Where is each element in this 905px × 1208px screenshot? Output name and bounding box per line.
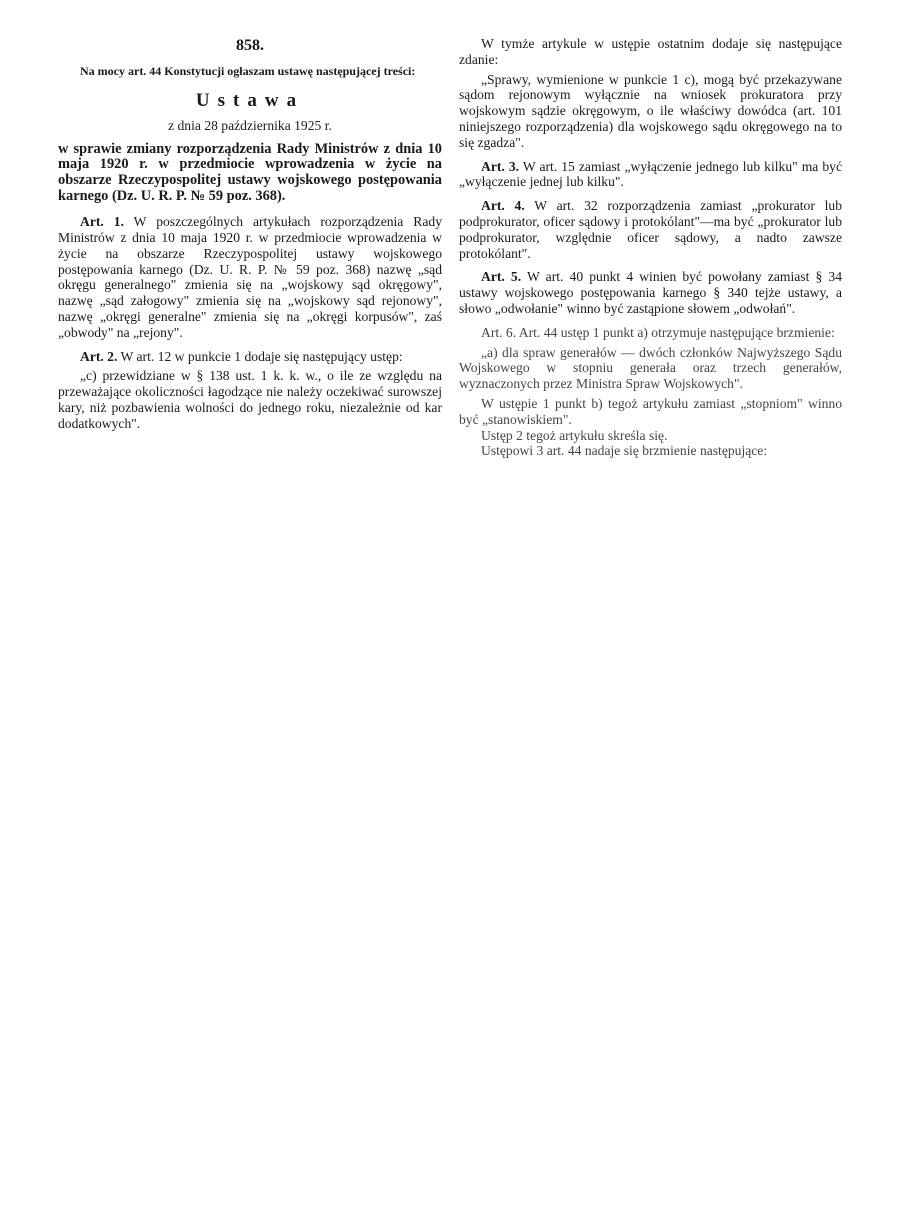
article-2-text: W art. 12 w punkcie 1 dodaje się następujący ustęp: <box>120 348 403 364</box>
article-6-quote: „a) dla spraw generałów — dwóch członków Najwyższego Sądu Wojskowego w stopniu generała oraz trzech generałów, wyznaczonych przez Ministra Spraw Wojskowych". <box>459 344 842 392</box>
article-2-label: Art. 2. <box>80 348 118 364</box>
article-6-label: Art. 6. <box>481 324 517 340</box>
article-5-label: Art. 5. <box>481 269 522 285</box>
article-5 <box>459 269 842 316</box>
preamble: Na mocy art. 44 Konstytucji ogłaszam ustawę następującej treści: <box>80 64 416 78</box>
article-5-text: W art. 40 punkt 4 winien być powołany zamiast § 34 ustawy wojskowego postępowania karnego § 340 tejże ustawy, a słowo „odwołanie" winno być zastąpione słowem „odwołań". <box>459 269 842 316</box>
article-2 <box>58 349 442 365</box>
article-1 <box>58 214 442 340</box>
article-4-label: Art. 4. <box>481 198 525 214</box>
article-3 <box>459 159 842 191</box>
left-column <box>58 36 442 432</box>
article-3-label: Art. 3. <box>481 158 520 174</box>
article-2-quote: „c) przewidziane w § 138 ust. 1 k. k. w., o ile ze względu na przeważające okoliczności łagodzące nie należy oczekiwać surowszej kary, niż pozbawienia wolności do jednego roku, niezależnie od kar dodatkowych". <box>58 368 442 431</box>
article-6-text: Art. 44 ustęp 1 punkt a) otrzymuje następujące brzmienie: <box>518 324 835 340</box>
act-subject: w sprawie zmiany rozporządzenia Rady Ministrów z dnia 10 maja 1920 r. w przedmiocie wprowadzenia w życie na obszarze Rzeczypospolitej ustawy wojskowego postępowania karnego (Dz. U. R. P. № 59 poz. 368). <box>58 140 442 204</box>
act-number: 858. <box>236 37 264 54</box>
document-title: Ustawa <box>195 90 305 111</box>
article-6 <box>459 325 842 341</box>
article-4-text: W art. 32 rozporządzenia zamiast „prokurator lub podprokurator, oficer sądowy i protokólant"—ma być „prokurator lub podprokurator, względnie oficer sądowy, a nadto zawsze protokólant". <box>459 198 843 261</box>
article-2-continuation: W tymże artykule w ustępie ostatnim dodaje się następujące zdanie: <box>459 36 842 67</box>
article-6-paragraph-2: Ustęp 2 tegoż artykułu skreśla się. <box>481 427 668 443</box>
date-line: z dnia 28 października 1925 r. <box>168 118 332 133</box>
article-1-text: W poszczególnych artykułach rozporządzenia Rady Ministrów z dnia 10 maja 1920 r. w przedmiocie wprowadzenia w życie na obszarze Rzeczypospolitej ustawy wojskowego postępowania karnego (Dz. U. R. P. № 59 poz. 368) nazwę „sąd okręgu generalnego" zmienia się na „wojskowy sąd okręgowy", nazwę „sąd załogowy" zmienia się na „wojskowy sąd rejonowy", nazwę „okręgi generalne" zmienia się na „okręgi korpusów", zaś „obwody" na „rejony". <box>58 214 442 340</box>
article-3-text: W art. 15 zamiast „wyłączenie jednego lub kilku" ma być „wyłączenie jednej lub kilku". <box>459 158 842 190</box>
right-column <box>459 36 842 459</box>
article-6-point-b: W ustępie 1 punkt b) tegoż artykułu zamiast „stopniom" winno być „stanowiskiem". <box>459 395 842 427</box>
article-2-continuation-quote: „Sprawy, wymienione w punkcie 1 c), mogą być przekazywane sądom rejonowym wyłącznie na wniosek prokuratora przy wojskowym sądzie okręgowym, o ile właściwy dowódca (art. 101 niniejszego rozporządzenia) dla wojskowego sądu okręgowego na to się zgadza". <box>459 71 842 150</box>
article-4 <box>459 198 842 261</box>
article-6-paragraph-3: Ustępowi 3 art. 44 nadaje się brzmienie następujące: <box>481 443 768 459</box>
article-1-label: Art. 1. <box>80 214 124 230</box>
